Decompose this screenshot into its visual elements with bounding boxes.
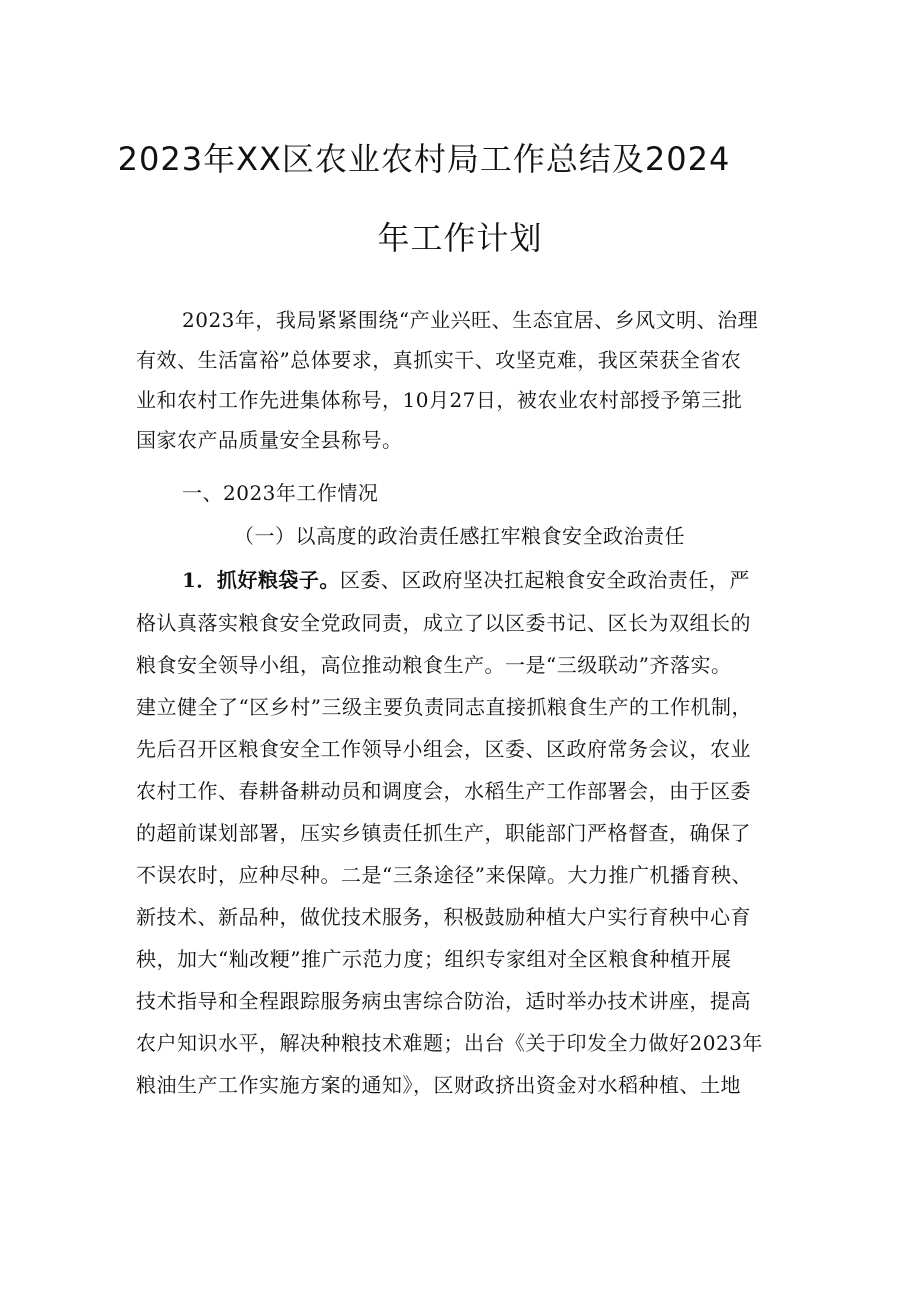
intro-line: 有效、生活富裕”总体要求，真抓实干、攻坚克难，我区荣获全省农 <box>136 348 742 372</box>
document-title-line-2: 年工作计划 <box>377 219 543 257</box>
item-first-line <box>182 567 842 593</box>
body-line: 粮油生产工作实施方案的通知》，区财政挤出资金对水稻种植、土地 <box>136 1073 741 1097</box>
body-line: 格认真落实粮食安全党政同责，成立了以区委书记、区长为双组长的 <box>136 611 751 635</box>
body-line: 农村工作、春耕备耕动员和调度会，水稻生产工作部署会，由于区委 <box>136 779 751 803</box>
subsection-heading: （一）以高度的政治责任感扛牢粮食安全政治责任 <box>234 524 685 548</box>
item-heading: 1．抓好粮袋子。 <box>182 568 340 592</box>
intro-line: 国家农产品质量安全县称号。 <box>136 428 403 452</box>
body-line: 粮食安全领导小组，高位推动粮食生产。一是“三级联动”齐落实。 <box>136 653 732 677</box>
body-line: 技术指导和全程跟踪服务病虫害综合防治，适时举办技术讲座，提高 <box>136 989 751 1013</box>
body-line: 新技术、新品种，做优技术服务，积极鼓励种植大户实行育秧中心育 <box>136 905 751 929</box>
document-title-line-1: 2023年XX区农业农村局工作总结及2024 <box>117 140 731 178</box>
body-line: 先后召开区粮食安全工作领导小组会，区委、区政府常务会议，农业 <box>136 737 751 761</box>
body-line: 建立健全了“区乡村”三级主要负责同志直接抓粮食生产的工作机制， <box>136 695 752 719</box>
body-line: 秧，加大“籼改粳”推广示范力度；组织专家组对全区粮食种植开展 <box>136 947 732 971</box>
body-line: 不误农时，应种尽种。二是“三条途径”来保障。大力推广机播育秧、 <box>136 863 752 887</box>
intro-line: 业和农村工作先进集体称号，10月27日，被农业农村部授予第三批 <box>136 388 743 412</box>
section-heading: 一、2023年工作情况 <box>182 481 379 505</box>
body-line: 的超前谋划部署，压实乡镇责任抓生产，职能部门严格督查，确保了 <box>136 821 751 845</box>
item-first-line-text: 区委、区政府坚决扛起粮食安全政治责任，严 <box>339 568 750 592</box>
intro-line: 2023年，我局紧紧围绕“产业兴旺、生态宜居、乡风文明、治理 <box>182 308 759 332</box>
body-line: 农户知识水平，解决种粮技术难题；出台《关于印发全力做好2023年 <box>136 1031 763 1055</box>
